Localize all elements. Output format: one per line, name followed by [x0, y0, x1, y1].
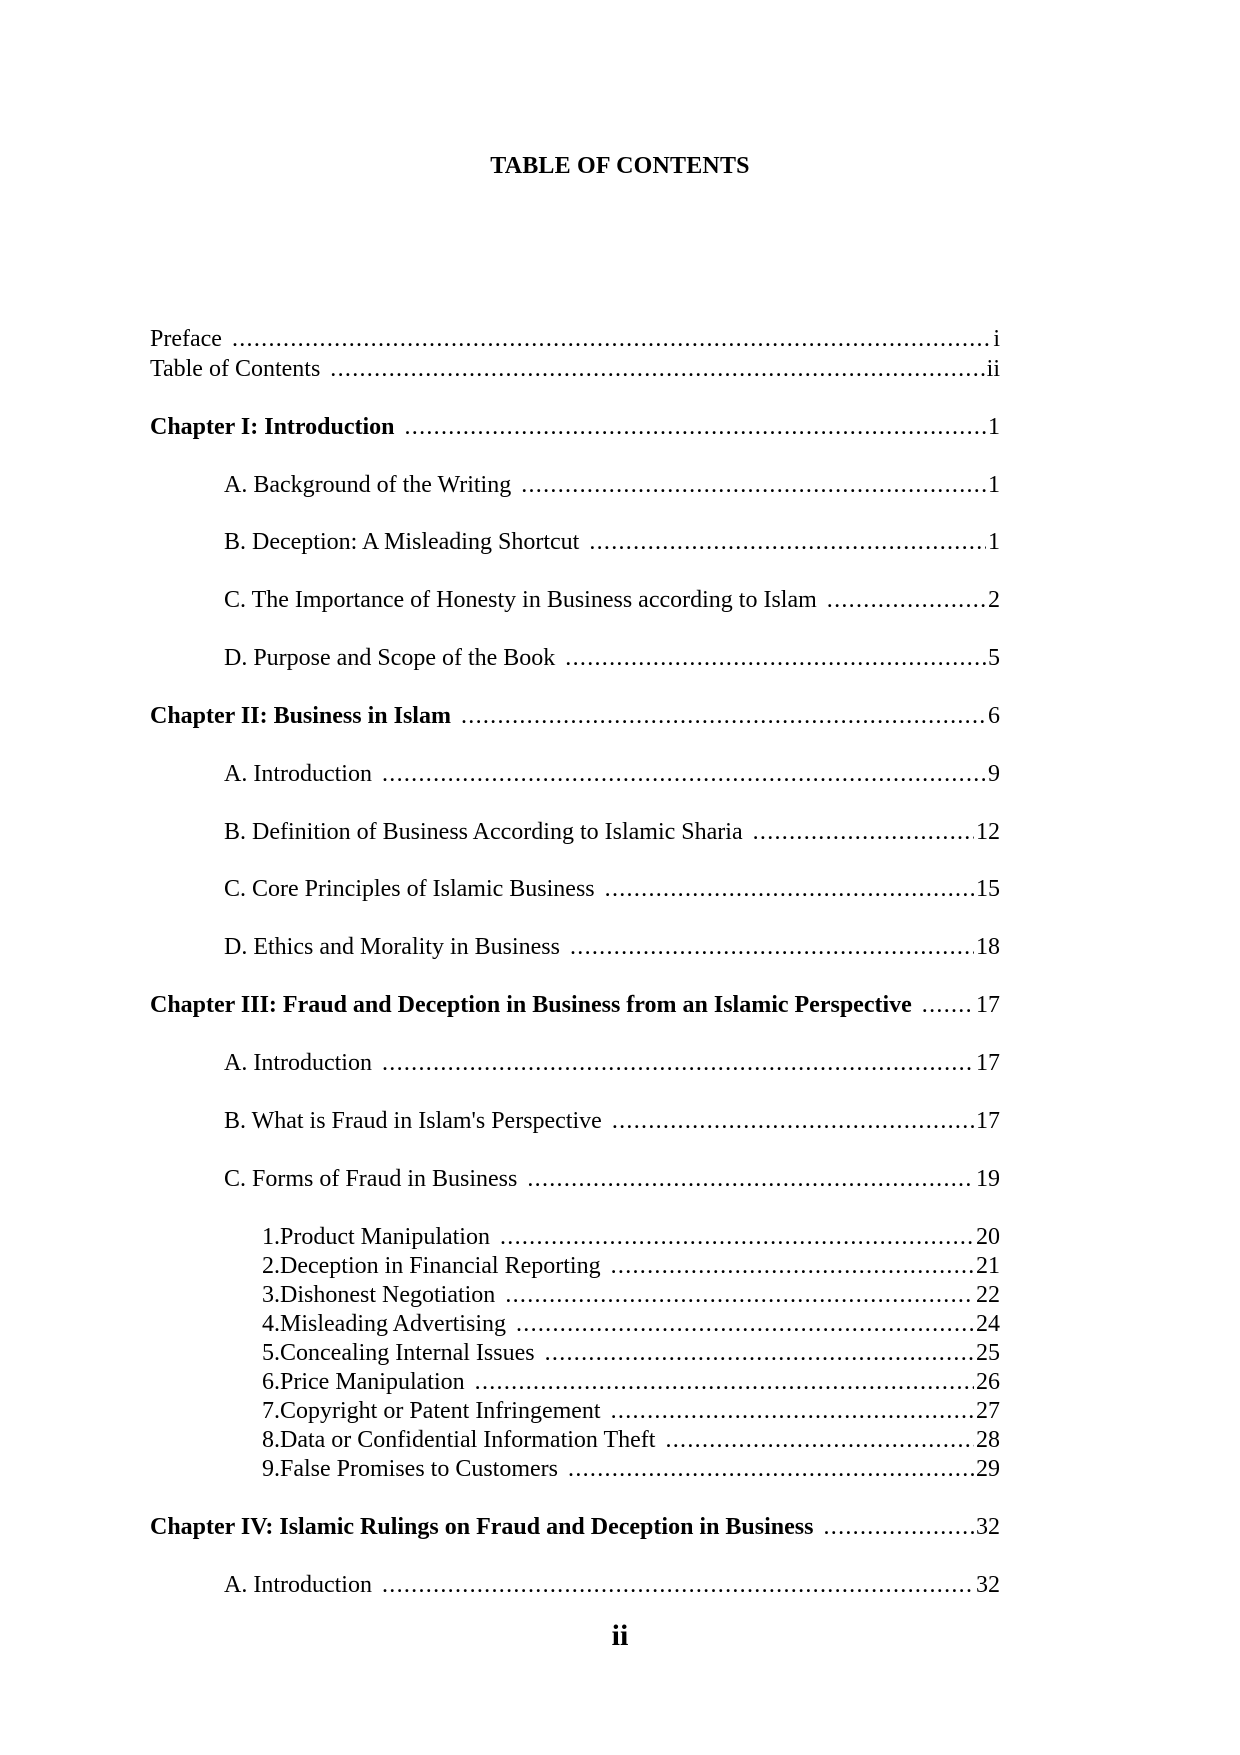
dot-leader	[565, 643, 986, 673]
toc-entry-label: A. Introduction	[224, 761, 372, 787]
toc-entry-page: 1	[988, 472, 1000, 498]
dot-leader	[382, 1570, 974, 1600]
toc-entry-page: ii	[986, 356, 1000, 382]
toc-entry	[262, 1280, 1000, 1310]
dot-leader	[605, 874, 974, 904]
dot-leader	[612, 1106, 974, 1136]
toc-entry-page: 21	[976, 1253, 1000, 1279]
toc-entry-label: Product Manipulation	[280, 1224, 490, 1250]
toc-entry-label: B. What is Fraud in Islam's Perspective	[224, 1108, 602, 1134]
dot-leader	[500, 1222, 974, 1252]
toc-entry	[262, 1251, 1000, 1281]
toc-entry-label: Price Manipulation	[280, 1369, 465, 1395]
toc-entry-label: Concealing Internal Issues	[280, 1340, 535, 1366]
toc-entry-page: 9	[988, 761, 1000, 787]
dot-leader	[516, 1309, 974, 1339]
toc-entry-label: Table of Contents	[150, 356, 321, 382]
toc-entry-number: 1.	[262, 1224, 280, 1250]
dot-leader	[521, 470, 986, 500]
toc-entry-page: 17	[976, 1050, 1000, 1076]
toc-entry	[224, 874, 1000, 904]
toc-entry-page: 17	[976, 992, 1000, 1018]
toc-entry-page: 6	[988, 703, 1000, 729]
dot-leader	[382, 1048, 974, 1078]
dot-leader	[475, 1367, 974, 1397]
dot-leader	[382, 759, 986, 789]
toc-entry	[262, 1454, 1000, 1484]
toc-entry-page: 12	[976, 819, 1000, 845]
page-title: TABLE OF CONTENTS	[490, 153, 750, 179]
toc-entry-label: Chapter I: Introduction	[150, 414, 395, 440]
toc-entry-number: 3.	[262, 1282, 280, 1308]
dot-leader	[505, 1280, 974, 1310]
toc-entry	[224, 585, 1000, 615]
toc-entry-page: 27	[976, 1398, 1000, 1424]
toc-entry-label: False Promises to Customers	[280, 1456, 559, 1482]
toc-entry	[224, 1164, 1000, 1194]
toc-entry-number: 6.	[262, 1369, 280, 1395]
dot-leader	[823, 1512, 974, 1542]
dot-leader	[611, 1251, 974, 1281]
toc-entry-page: 28	[976, 1427, 1000, 1453]
toc-entry	[224, 1048, 1000, 1078]
toc-entry-label: D. Purpose and Scope of the Book	[224, 645, 556, 671]
toc-entry	[262, 1222, 1000, 1252]
toc-entry	[150, 412, 1000, 442]
toc-entry-number: 2.	[262, 1253, 280, 1279]
toc-entry-label: Chapter IV: Islamic Rulings on Fraud and Deception in Business	[150, 1514, 814, 1540]
dot-leader	[404, 412, 986, 442]
toc-entry-page: 1	[988, 529, 1000, 555]
toc-entry-number: 7.	[262, 1398, 280, 1424]
dot-leader	[232, 324, 991, 354]
toc-entry	[262, 1338, 1000, 1368]
toc-entry-label: A. Introduction	[224, 1050, 372, 1076]
toc-entry-label: C. Forms of Fraud in Business	[224, 1166, 518, 1192]
toc-entry-label: Preface	[150, 326, 222, 352]
toc-entry-number: 8.	[262, 1427, 280, 1453]
toc-entry-page: 26	[976, 1369, 1000, 1395]
dot-leader	[753, 817, 974, 847]
toc-entry-page: 24	[976, 1311, 1000, 1337]
toc-entry-page: 15	[976, 876, 1000, 902]
dot-leader	[665, 1425, 974, 1455]
toc-entry-page: i	[993, 326, 1000, 352]
toc-entry	[262, 1425, 1000, 1455]
toc-entry-page: 2	[988, 587, 1000, 613]
toc-entry	[150, 701, 1000, 731]
toc-entry-label: Chapter II: Business in Islam	[150, 703, 451, 729]
toc-entry	[150, 990, 1000, 1020]
toc-entry-page: 22	[976, 1282, 1000, 1308]
toc-entry-label: B. Deception: A Misleading Shortcut	[224, 529, 580, 555]
toc-entry	[224, 817, 1000, 847]
dot-leader	[330, 354, 984, 384]
toc-entry	[262, 1309, 1000, 1339]
toc-entry	[262, 1396, 1000, 1426]
toc-entry	[150, 354, 1000, 384]
toc-entry-page: 29	[976, 1456, 1000, 1482]
toc-entry-number: 9.	[262, 1456, 280, 1482]
toc-entry-page: 32	[976, 1572, 1000, 1598]
toc-entry-label: Misleading Advertising	[280, 1311, 506, 1337]
toc-entry-label: Copyright or Patent Infringement	[280, 1398, 601, 1424]
toc-entry-label: Chapter III: Fraud and Deception in Business from an Islamic Perspective	[150, 992, 912, 1018]
toc-entry	[224, 1106, 1000, 1136]
toc-entry-page: 5	[988, 645, 1000, 671]
toc-entry	[150, 324, 1000, 354]
toc-entry-page: 19	[976, 1166, 1000, 1192]
toc-entry-page: 20	[976, 1224, 1000, 1250]
toc-entry-label: D. Ethics and Morality in Business	[224, 934, 560, 960]
toc-entry-label: C. Core Principles of Islamic Business	[224, 876, 595, 902]
toc-entry-page: 25	[976, 1340, 1000, 1366]
toc-entry-label: C. The Importance of Honesty in Business according to Islam	[224, 587, 817, 613]
toc-entry-label: Data or Confidential Information Theft	[280, 1427, 656, 1453]
dot-leader	[568, 1454, 974, 1484]
toc-entry-page: 18	[976, 934, 1000, 960]
toc-entry-label: Deception in Financial Reporting	[280, 1253, 601, 1279]
dot-leader	[922, 990, 974, 1020]
toc-entry	[224, 527, 1000, 557]
toc-entry	[150, 1512, 1000, 1542]
toc-entry	[224, 470, 1000, 500]
toc-entry	[224, 759, 1000, 789]
dot-leader	[545, 1338, 974, 1368]
toc-entry-number: 5.	[262, 1340, 280, 1366]
toc-entry	[224, 1570, 1000, 1600]
toc-entry-label: Dishonest Negotiation	[280, 1282, 496, 1308]
toc-entry-page: 32	[976, 1514, 1000, 1540]
toc-entry-label: A. Introduction	[224, 1572, 372, 1598]
dot-leader	[611, 1396, 974, 1426]
dot-leader	[461, 701, 986, 731]
dot-leader	[570, 932, 974, 962]
toc-entry	[224, 643, 1000, 673]
toc-entry-label: A. Background of the Writing	[224, 472, 512, 498]
toc-entry	[262, 1367, 1000, 1397]
toc-entry-page: 1	[988, 414, 1000, 440]
toc-entry-number: 4.	[262, 1311, 280, 1337]
page-number: ii	[611, 1619, 629, 1652]
dot-leader	[589, 527, 986, 557]
toc-entry	[224, 932, 1000, 962]
dot-leader	[527, 1164, 974, 1194]
dot-leader	[827, 585, 986, 615]
toc-entry-page: 17	[976, 1108, 1000, 1134]
toc-entry-label: B. Definition of Business According to Islamic Sharia	[224, 819, 743, 845]
